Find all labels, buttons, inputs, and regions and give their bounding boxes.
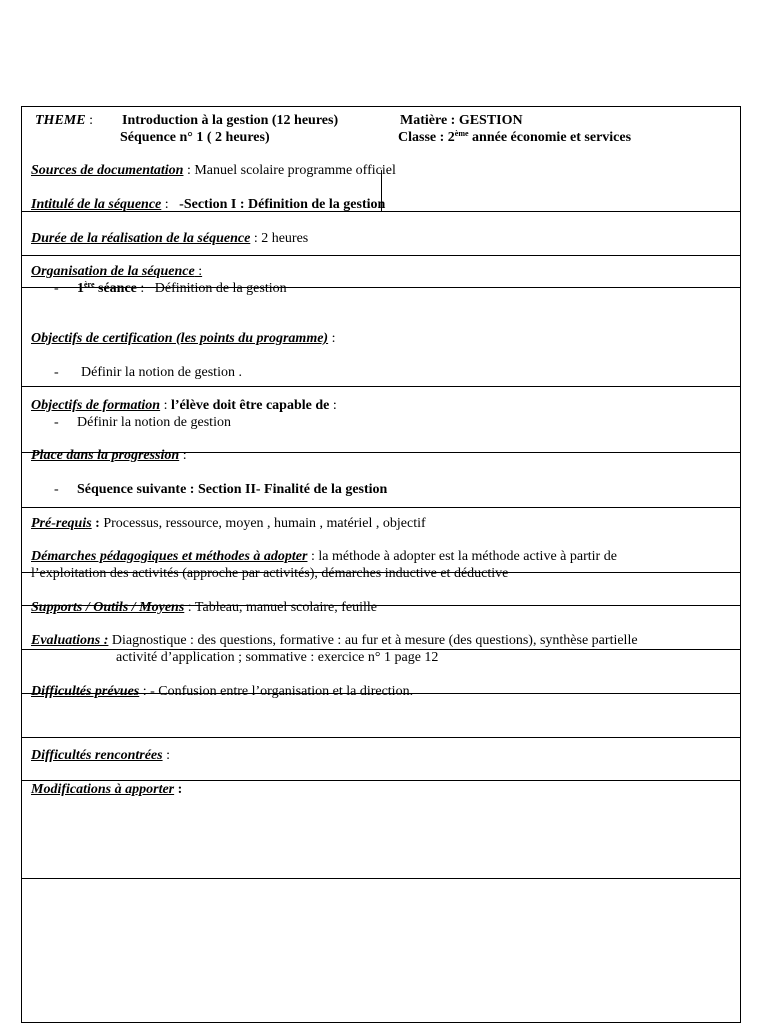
- row-divider: [21, 737, 741, 738]
- classe-sup: ème: [454, 129, 469, 138]
- demarches-line: [31, 548, 617, 565]
- prerequis-sep: :: [91, 516, 104, 531]
- organisation-line: [31, 263, 202, 280]
- row-divider: [21, 255, 741, 256]
- objectifs-formation-dash: -: [54, 415, 59, 430]
- objectifs-certif-label: Objectifs de certification (les points du programme): [31, 331, 329, 346]
- objectifs-formation-bold: l’élève doit être capable de: [171, 398, 330, 413]
- seance-label: séance: [94, 281, 137, 296]
- evaluations-label: Evaluations :: [31, 633, 109, 648]
- evaluations-line-2: activité d’application ; sommative : exercice n° 1 page 12: [116, 650, 439, 665]
- place-dash: -: [54, 482, 59, 497]
- objectifs-formation-tail: :: [329, 398, 337, 413]
- objectifs-formation-item: Définir la notion de gestion: [77, 415, 231, 430]
- theme-line: [35, 112, 93, 129]
- organisation-label: Organisation de la séquence: [31, 264, 195, 279]
- classe-prefix: Classe : 2: [398, 130, 455, 145]
- intitule-label: Intitulé de la séquence: [31, 197, 162, 212]
- demarches-line-2: l’exploitation des activités (approche par activités), démarches inductive et déductive: [31, 566, 509, 581]
- sources-line: [31, 162, 396, 179]
- organisation-sep: :: [194, 264, 203, 279]
- difficultes-prevues-value: : - Confusion entre l’organisation et la direction.: [139, 684, 414, 699]
- objectifs-certif-sep: :: [328, 331, 336, 346]
- difficultes-rencontrees-line: [31, 747, 170, 764]
- demarches-value: : la méthode à adopter est la méthode active à partir de: [307, 549, 617, 564]
- theme-sep: :: [85, 113, 93, 128]
- place-line: [31, 447, 187, 464]
- place-label: Place dans la progression: [31, 448, 180, 463]
- demarches-label: Démarches pédagogiques et méthodes à adopter: [31, 549, 308, 564]
- modifications-line: [31, 781, 182, 798]
- modifications-label: Modifications à apporter: [31, 782, 175, 797]
- supports-line: [31, 599, 377, 616]
- intitule-value: -Section I : Définition de la gestion: [179, 197, 386, 212]
- difficultes-rencontrees-label: Difficultés rencontrées: [31, 748, 163, 763]
- objectifs-certif-item: Définir la notion de gestion .: [81, 365, 242, 380]
- objectifs-formation-sep: :: [160, 398, 171, 413]
- objectifs-certif-dash: -: [54, 365, 59, 380]
- duree-value: : 2 heures: [250, 231, 309, 246]
- seance-title: : Définition de la gestion: [136, 281, 287, 296]
- intitule-sep: :: [161, 197, 180, 212]
- sources-value: : Manuel scolaire programme officiel: [183, 163, 396, 178]
- objectifs-formation-label: Objectifs de formation: [31, 398, 161, 413]
- objectifs-formation-line: [31, 397, 337, 414]
- modifications-value: :: [174, 782, 183, 797]
- matiere: Matière : GESTION: [400, 113, 523, 128]
- prerequis-value: Processus, ressource, moyen , humain , matériel , objectif: [103, 516, 426, 531]
- organisation-item: [77, 280, 287, 297]
- evaluations-value: Diagnostique : des questions, formative : au fur et à mesure (des questions), synthèse partielle: [108, 633, 638, 648]
- prerequis-label: Pré-requis: [31, 516, 92, 531]
- intitule-line: [31, 196, 385, 213]
- classe-suffix: année économie et services: [468, 130, 632, 145]
- theme-title: Introduction à la gestion (12 heures): [122, 113, 339, 128]
- supports-value: : Tableau, manuel scolaire, feuille: [184, 600, 378, 615]
- duree-line: [31, 230, 308, 247]
- row-divider: [21, 507, 741, 508]
- evaluations-line: [31, 632, 638, 649]
- classe: [398, 129, 631, 146]
- row-divider: [21, 878, 741, 879]
- prerequis-line: [31, 515, 426, 532]
- place-item: Séquence suivante : Section II- Finalité de la gestion: [77, 482, 388, 497]
- duree-label: Durée de la réalisation de la séquence: [31, 231, 251, 246]
- sequence-number: Séquence n° 1 ( 2 heures): [120, 130, 270, 145]
- sources-label: Sources de documentation: [31, 163, 184, 178]
- seance-number: 1: [77, 281, 84, 296]
- difficultes-prevues-label: Difficultés prévues: [31, 684, 140, 699]
- difficultes-prevues-line: [31, 683, 413, 700]
- row-divider: [21, 386, 741, 387]
- organisation-dash: -: [54, 281, 59, 296]
- supports-label: Supports / Outils / Moyens: [31, 600, 185, 615]
- difficultes-rencontrees-value: :: [162, 748, 170, 763]
- place-sep: :: [179, 448, 187, 463]
- seance-sup: ère: [84, 280, 95, 289]
- theme-label: THEME: [35, 113, 86, 128]
- objectifs-certif-line: [31, 330, 335, 347]
